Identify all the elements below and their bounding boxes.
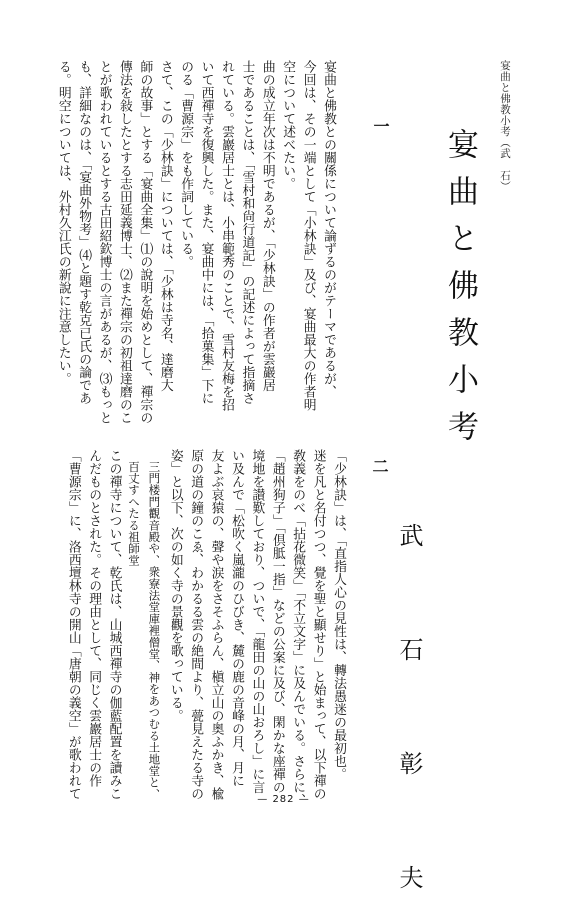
body-line: も、詳細なのは、「宴曲外物考」⑷と題す乾克已氏の論であ <box>76 60 92 405</box>
running-head: 宴曲と佛教小考（武 石） <box>499 60 511 192</box>
body-line: 士であることは、「雪村和尙行道記」の記述によって指摘さ <box>239 60 255 405</box>
body-line: 今回は、その一端として「小林訣」及び、宴曲最大の作者明 <box>300 60 316 411</box>
body-line: 敎義をのべ「拈花微笑」「不立文字」に及んでいる。さらに、 <box>290 449 306 807</box>
body-line: 曲の成立年次は不明であるが、「少林訣」の作者が雲巖居 <box>259 60 275 392</box>
body-line: 友よぶ哀猿の、聲や涙をさそふらん、槇立山の奥ふかき、楡 <box>208 449 224 800</box>
body-line: 宴曲と佛教との關係について論ずるのがテーマであるが、 <box>321 60 336 398</box>
body-line: この禪寺について、乾氏は、山城西禪寺の伽藍配置を讀みこ <box>106 449 122 800</box>
body-line: 境地を讃歎しており、ついで、「龍田の山の山おろし」に言 <box>249 449 265 794</box>
section-number-2: 二 <box>370 458 389 474</box>
body-line: 原の道の鐘のこゑ、わかるる雲の絶間より、甍見えたる寺の <box>188 449 204 800</box>
body-line: いて西禪寺を復興した。また、宴曲中には、「拾菓集」下に <box>198 60 214 405</box>
body-line: い及んで「松吹く嵐瀧のひびき、麓の鹿の音峰の月、月に <box>228 449 244 787</box>
body-line: んだものとされた。その理由として、同じく雲巖居士の作 <box>86 449 102 787</box>
page-number: — 282 — <box>257 794 310 805</box>
body-line: とが歌われているとする古田紹欽博士の言があるが、⑶もっと <box>96 60 112 424</box>
body-line: る。明空については、外村久江氏の新說に注意したい。 <box>55 60 71 385</box>
body-line: 師の故事」とする「宴曲全集」⑴の說明を始めとして、禪宗の <box>137 60 153 424</box>
body-line: 「少林訣」は、「直指人心の見性は、轉法愚迷の最初也。 <box>331 449 346 781</box>
body-line: 「曹源宗」に、洛西壇林寺の開山「唐朝の義空」が歌われて <box>65 449 81 800</box>
body-line: 空について述べたい。 <box>280 60 296 190</box>
body-line: 傳法を敍したとする志田延義博士、⑵また禪宗の初祖達磨のこ <box>116 60 132 424</box>
article-title: 宴曲と佛教小考 <box>442 128 478 457</box>
body-line: 迷を凡と名付つつ、覺を聖と顯せり」と始まって、以下禪の <box>310 449 326 800</box>
section-number-1: 一 <box>371 118 390 134</box>
body-line: 百丈すへたる祖師堂 <box>126 449 141 566</box>
body-line: れている。雲巖居士とは、小串範秀のことで、雪村友梅を招 <box>218 60 234 411</box>
section-1-body <box>55 60 338 424</box>
body-line: さて、この「少林訣」については、「少林は寺名、達磨大 <box>157 60 173 392</box>
body-line: 三門楼門觀音殿や、衆寮法堂庫裡僧堂、神をあつむる土地堂と、 <box>147 449 162 800</box>
body-line: 姿」と以下、次の如く寺の景觀を歌っている。 <box>167 449 183 722</box>
author-name: 武 石 彰 夫 <box>395 523 423 922</box>
body-line: 「趙州狗子」「倶胝一指」などの公案に及び、閑かな座禪の <box>269 449 285 794</box>
body-line: のる「曹源宗」をも作詞している。 <box>178 60 194 268</box>
